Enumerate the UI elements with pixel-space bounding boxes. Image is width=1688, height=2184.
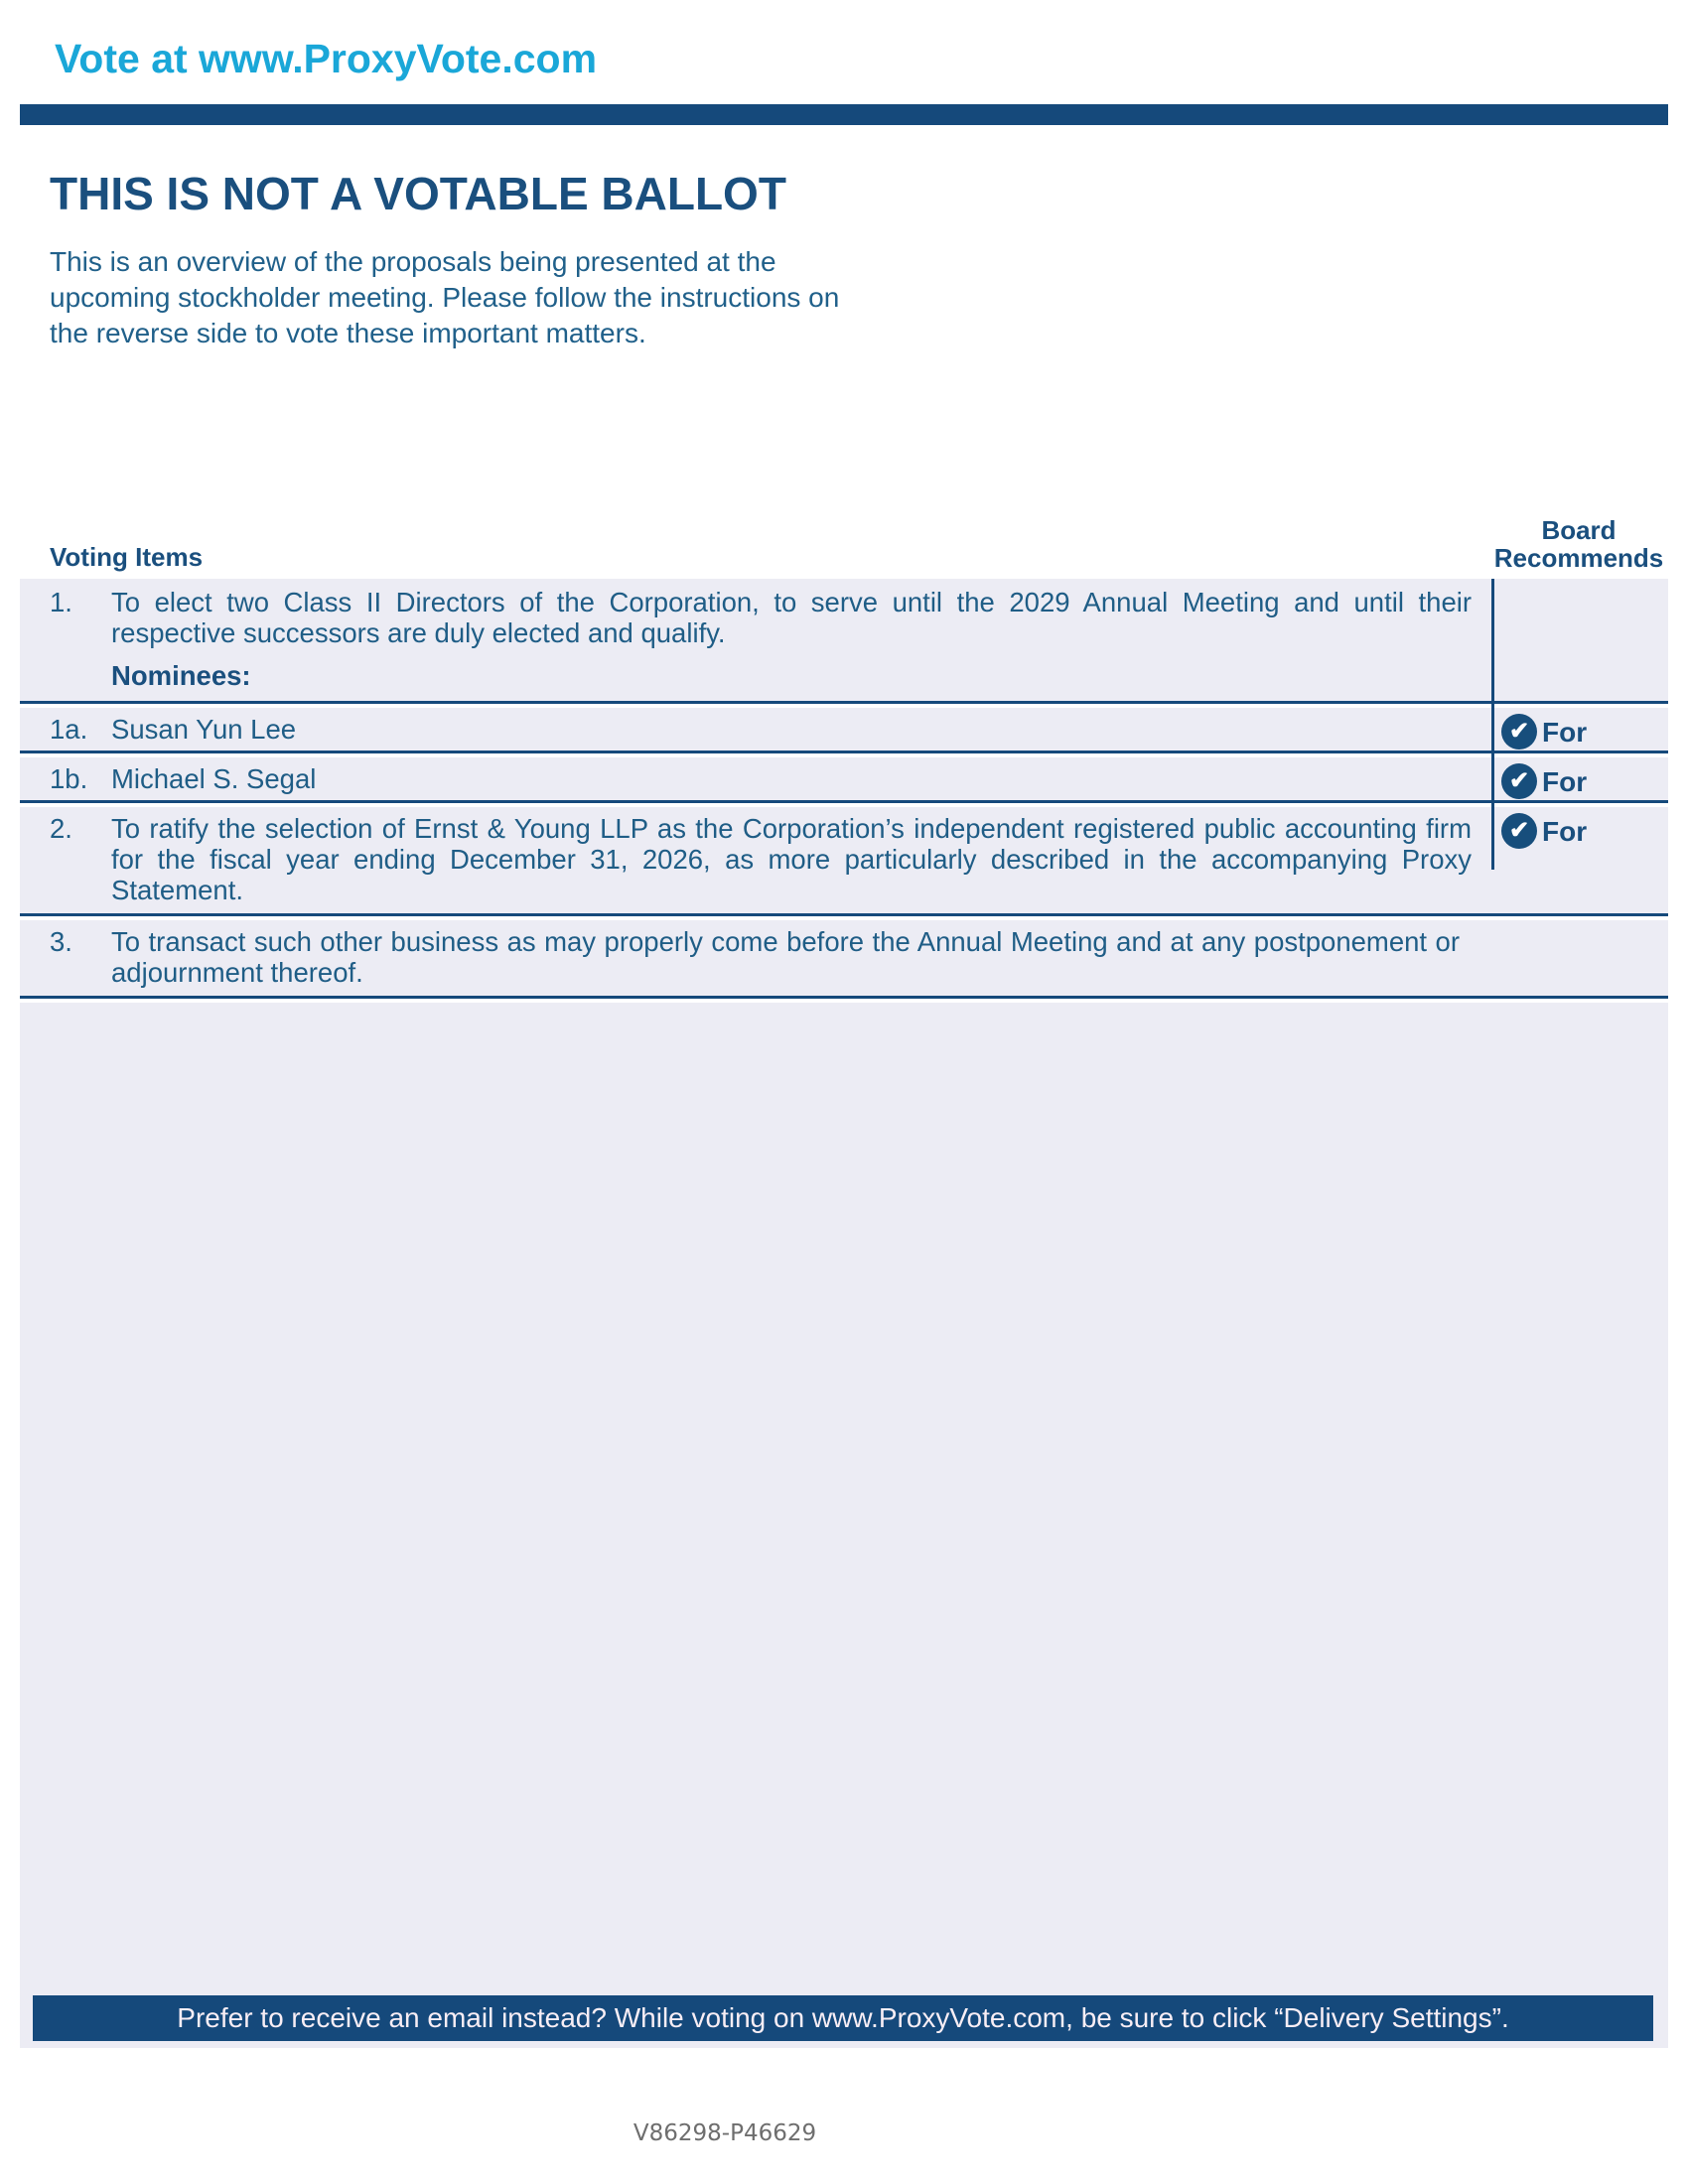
check-icon: ✔ xyxy=(1501,813,1537,849)
nominee-name: Susan Yun Lee xyxy=(111,714,297,745)
recommendation-label: For xyxy=(1542,815,1588,847)
board-recommends-line2: Recommends xyxy=(1493,543,1664,573)
intro-paragraph: This is an overview of the proposals being presented at the upcoming stockholder meeting. Please follow the instructions on the reverse side to vote these important matters. xyxy=(50,246,840,348)
nominees-label: Nominees: xyxy=(111,660,251,691)
item-number: 3. xyxy=(50,926,72,957)
page-title: THIS IS NOT A VOTABLE BALLOT xyxy=(50,168,786,219)
board-recommends-line1: Board xyxy=(1541,515,1617,545)
email-preference-banner: Prefer to receive an email instead? While voting on www.ProxyVote.com, be sure to click “Delivery Settings”. xyxy=(33,1995,1653,2041)
voting-item-row-3 xyxy=(20,920,1668,999)
item-text: To elect two Class II Directors of the Corporation, to serve until the 2029 Annual Meeting and until their respective successors are duly elected and qualify. xyxy=(111,587,1472,648)
item-text: To transact such other business as may properly come before the Annual Meeting and at any postponement or adjournment thereof. xyxy=(111,926,1460,988)
board-recommends-column-header xyxy=(1484,516,1673,572)
voting-item-row-1b xyxy=(20,757,1668,803)
document-code: V86298-P46629 xyxy=(633,2120,817,2146)
check-icon: ✔ xyxy=(1501,714,1537,750)
header-divider-bar xyxy=(20,104,1668,125)
board-recommendation-cell xyxy=(1493,579,1668,701)
item-number: 1b. xyxy=(50,763,88,794)
nominee-name: Michael S. Segal xyxy=(111,763,317,794)
board-recommendation-cell xyxy=(1493,757,1668,800)
voting-items-table xyxy=(20,579,1668,2052)
board-recommendation-cell xyxy=(1493,807,1668,913)
voting-item-row-1a xyxy=(20,708,1668,753)
voting-item-row-2 xyxy=(20,807,1668,916)
board-recommendation-cell xyxy=(1493,708,1668,751)
recommendation-label: For xyxy=(1542,765,1588,797)
empty-shaded-area xyxy=(20,1003,1668,2048)
recommend-column-divider xyxy=(1491,579,1494,870)
item-number: 1a. xyxy=(50,714,88,745)
item-number: 2. xyxy=(50,813,72,844)
check-icon: ✔ xyxy=(1501,763,1537,799)
voting-item-row-1 xyxy=(20,579,1668,704)
item-text: To ratify the selection of Ernst & Young LLP as the Corporation’s independent registered public accounting firm for the fiscal year ending December 31, 2026, as more particularly described in the accompanying Proxy Statement. xyxy=(111,813,1472,905)
proxyvote-link[interactable]: Vote at www.ProxyVote.com xyxy=(55,36,598,81)
voting-items-column-header: Voting Items xyxy=(50,542,204,572)
item-number: 1. xyxy=(50,587,72,617)
recommendation-label: For xyxy=(1542,716,1588,748)
